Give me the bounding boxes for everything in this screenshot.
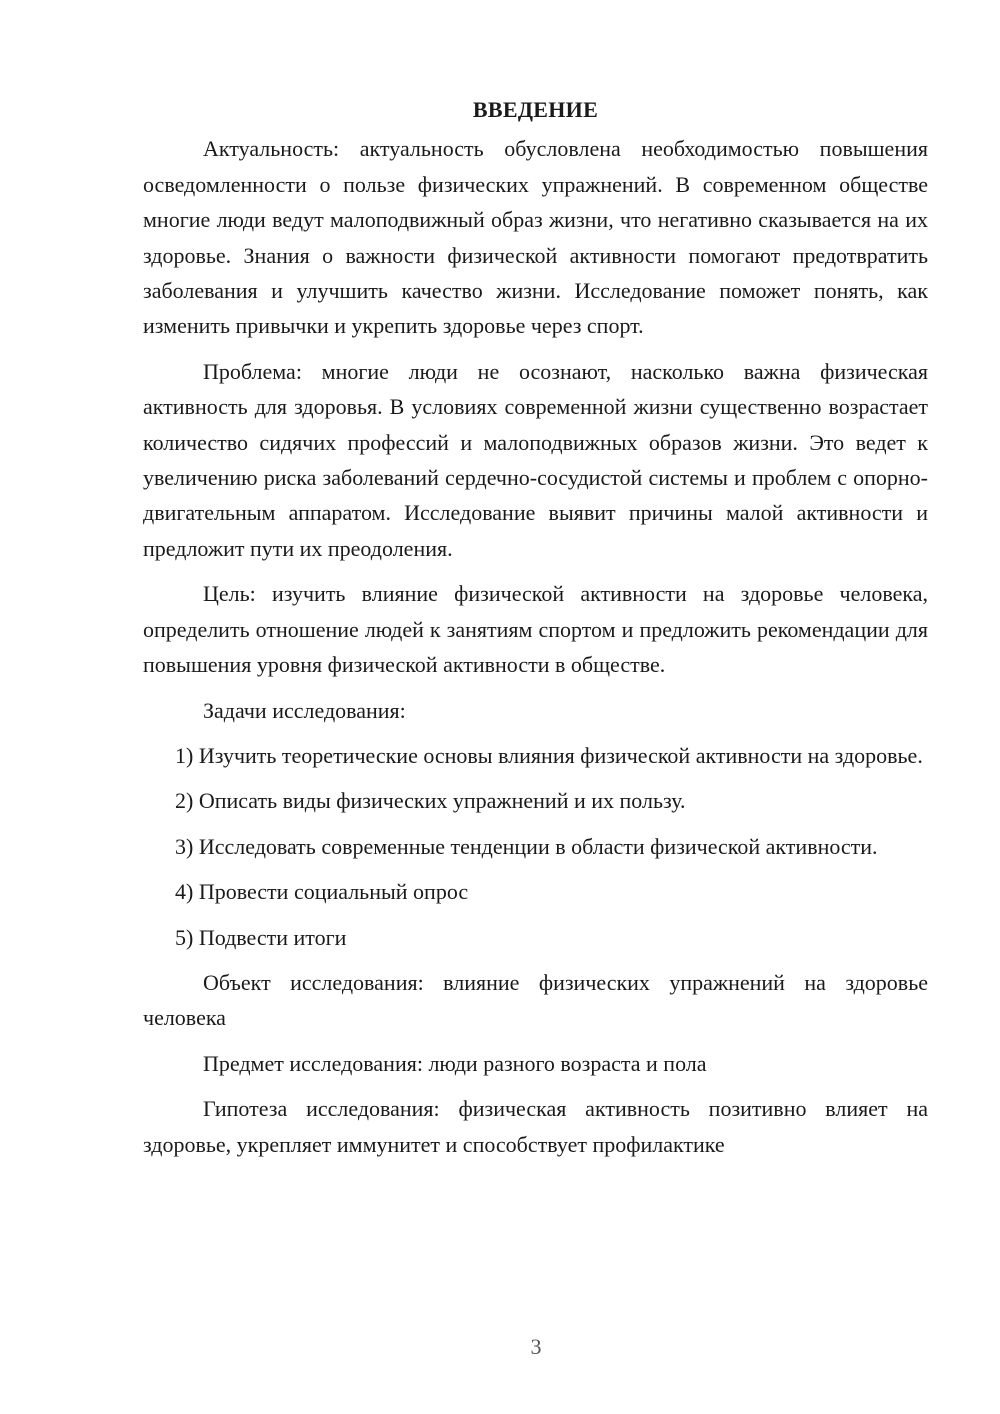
task-item-1: 1) Изучить теоретические основы влияния физической активности на здоровье. xyxy=(175,742,923,768)
task-item-2: 2) Описать виды физических упражнений и их пользу. xyxy=(175,788,686,814)
hypothesis-paragraph: Гипотеза исследования: физическая активность позитивно влияет на здоровье, укрепляет иммунитет и способствует профилактике xyxy=(143,1096,928,1157)
page-number: 3 xyxy=(530,1334,542,1359)
task-item-4: 4) Провести социальный опрос xyxy=(175,879,469,905)
goal-paragraph: Цель: изучить влияние физической активности на здоровье человека, определить отношение людей к занятиям спортом и предложить рекомендации для повышения уровня физической активности в обществе. xyxy=(143,581,928,678)
problem-paragraph: Проблема: многие люди не осознают, насколько важна физическая активность для здоровья. В условиях современной жизни существенно возрастает количество сидячих профессий и малоподвижных образов жизни. Это ведет к увеличению риска заболеваний сердечно-сосудистой системы и проблем с опорно-двигательным аппаратом. Исследование выявит причины малой активности и предложит пути их преодоления. xyxy=(143,358,928,561)
document-body xyxy=(143,92,928,1172)
task-item-5: 5) Подвести итоги xyxy=(175,924,347,950)
relevance-paragraph: Актуальность: актуальность обусловлена необходимостью повышения осведомленности о пользе физических упражнений. В современном обществе многие люди ведут малоподвижный образ жизни, что негативно сказывается на их здоровье. Знания о важности физической активности помогают предотвратить заболевания и улучшить качество жизни. Исследование поможет понять, как изменить привычки и укрепить здоровье через спорт. xyxy=(143,136,928,339)
task-item-3: 3) Исследовать современные тенденции в области физической активности. xyxy=(175,833,878,859)
subject-paragraph: Предмет исследования: люди разного возраста и пола xyxy=(203,1050,707,1076)
tasks-heading: Задачи исследования: xyxy=(203,697,406,723)
object-paragraph: Объект исследования: влияние физических упражнений на здоровье человека xyxy=(143,969,928,1031)
section-title: ВВЕДЕНИЕ xyxy=(472,97,599,122)
